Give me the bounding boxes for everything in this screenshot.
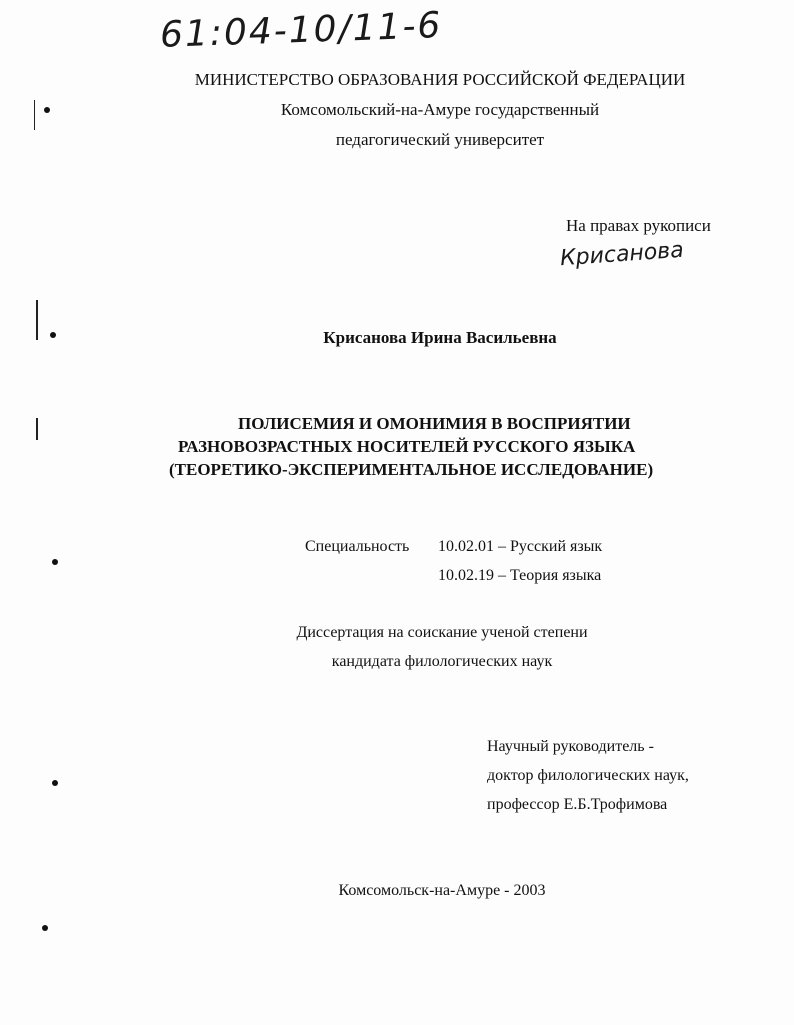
title-line-1: ПОЛИСЕМИЯ И ОМОНИМИЯ В ВОСПРИЯТИИ <box>238 414 631 433</box>
advisor-line-2: доктор филологических наук, <box>487 767 689 784</box>
archive-code: 61:04-10/11-6 <box>159 5 444 56</box>
title-line-2: РАЗНОВОЗРАСТНЫХ НОСИТЕЛЕЙ РУССКОГО ЯЗЫКА <box>178 437 636 456</box>
university-name-line2: педагогический университет <box>335 130 545 149</box>
advisor-line-1: Научный руководитель - <box>487 738 654 755</box>
city-year: Комсомольск-на-Амуре - 2003 <box>338 882 546 899</box>
university-name-line1: Комсомольский-на-Амуре государственный <box>280 100 600 119</box>
degree-line-2: кандидата филологических наук <box>331 653 553 670</box>
signature: Крисанова <box>559 237 685 272</box>
binding-hole-mark <box>42 925 48 931</box>
degree-line-1: Диссертация на соискание ученой степени <box>296 624 588 641</box>
title-line-3: (ТЕОРЕТИКО-ЭКСПЕРИМЕНТАЛЬНОЕ ИССЛЕДОВАНИЕ) <box>169 460 654 479</box>
binding-hole-mark <box>52 559 58 565</box>
specialty-label: Специальность <box>305 538 410 555</box>
specialty-code-1: 10.02.01 – Русский язык <box>438 538 603 555</box>
specialty-code-2: 10.02.19 – Теория языка <box>438 567 602 584</box>
manuscript-rights: На правах рукописи <box>566 216 711 235</box>
author-name: Крисанова Ирина Васильевна <box>323 328 557 347</box>
scan-margin-line <box>36 418 38 440</box>
advisor-line-3: профессор Е.Б.Трофимова <box>487 796 668 813</box>
ministry-heading: МИНИСТЕРСТВО ОБРАЗОВАНИЯ РОССИЙСКОЙ ФЕДЕРАЦИИ <box>194 70 686 89</box>
binding-hole-mark <box>52 780 58 786</box>
